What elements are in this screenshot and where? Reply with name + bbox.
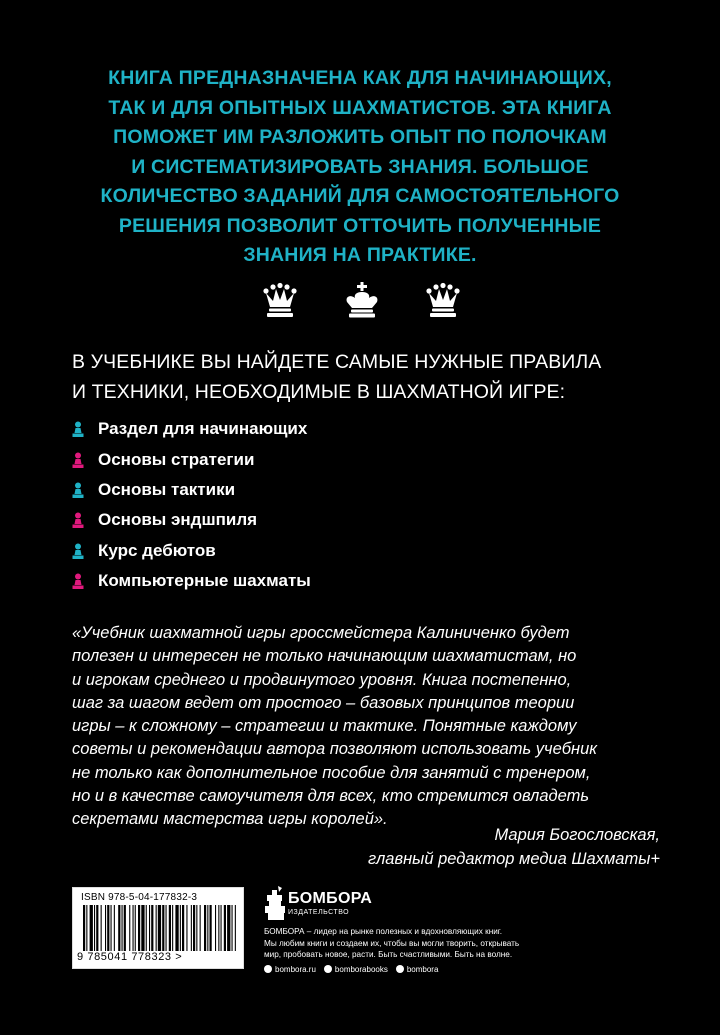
publisher-logo [264, 886, 384, 926]
barcode-stripe [166, 905, 167, 951]
barcode-stripe [101, 905, 102, 951]
publisher-line: Мы любим книги и создаем их, чтобы вы могли творить, открывать [264, 938, 520, 948]
barcode-stripe [151, 905, 153, 951]
barcode-stripe [210, 905, 212, 951]
barcode-stripe [90, 905, 93, 951]
feature-label: Основы тактики [98, 479, 236, 499]
list-item [72, 536, 572, 566]
king-icon [344, 282, 380, 318]
pawn-icon [72, 421, 84, 437]
social-label: bombora.ru [275, 964, 316, 974]
quote-line: шаг за шагом ведет от простого – базовых принципов теории [72, 693, 575, 712]
intro-text [60, 64, 660, 271]
barcode-stripe [83, 905, 85, 951]
bomb-icon [264, 886, 286, 922]
pawn-icon [72, 482, 84, 498]
list-item [72, 475, 572, 505]
intro-line: РЕШЕНИЯ ПОЗВОЛИТ ОТТОЧИТЬ ПОЛУЧЕННЫЕ [118, 214, 602, 237]
pawn-icon [72, 512, 84, 528]
barcode-stripe [122, 905, 123, 951]
publisher-name: БОМБОРА [288, 890, 373, 907]
barcode-stripe [200, 905, 201, 951]
barcode-stripe [149, 905, 150, 951]
quote-line: не только как дополнительное пособие для занятий с тренером, [72, 763, 591, 782]
quote-line: полезен и интересен не только начинающим шахматистам, но [72, 647, 577, 666]
pawn-icon [72, 452, 84, 468]
instagram-icon [264, 965, 272, 973]
quote-line: но и в качестве самоучителя для всех, кто стремится овладеть [72, 787, 590, 806]
intro-line: ПОМОЖЕТ ИМ РАЗЛОЖИТЬ ОПЫТ ПО ПОЛОЧКАМ [113, 126, 607, 148]
barcode-stripe [96, 905, 98, 951]
barcode-stripe [107, 905, 109, 951]
barcode-stripe [196, 905, 197, 951]
barcode-stripe [111, 905, 112, 951]
list-item [72, 505, 572, 535]
telegram-icon [396, 965, 404, 973]
feature-label: Компьютерные шахматы [98, 571, 311, 591]
list-item [72, 566, 572, 596]
barcode-stripe [218, 905, 219, 951]
barcode-stripe [204, 905, 206, 951]
vk-icon [324, 965, 332, 973]
barcode-stripe [193, 905, 195, 951]
quote-author-role: главный редактор медиа Шахматы+ [368, 850, 660, 868]
intro-line: И СИСТЕМАТИЗИРОВАТЬ ЗНАНИЯ. БОЛЬШОЕ [131, 155, 589, 178]
features-heading [72, 348, 672, 407]
barcode-stripe [105, 905, 106, 951]
social-label: bomborabooks [334, 964, 388, 974]
chess-pieces-row [0, 282, 720, 322]
barcode-stripe [158, 905, 161, 951]
barcode-stripe [169, 905, 171, 951]
barcode-stripe [141, 905, 144, 951]
intro-line: ТАК И ДЛЯ ОПЫТНЫХ ШАХМАТИСТОВ. ЭТА КНИГА [108, 96, 612, 119]
pawn-icon [72, 543, 84, 559]
quote-line: игры – к сложному – стратегии и тактике. Понятные каждому [72, 717, 577, 736]
intro-line: КОЛИЧЕСТВО ЗАДАНИЙ ДЛЯ САМОСТОЯТЕЛЬНОГО [100, 185, 620, 207]
review-quote [72, 622, 672, 832]
barcode-stripe [156, 905, 157, 951]
social-label: bombora [406, 964, 439, 974]
barcode-bars [81, 905, 237, 951]
barcode [72, 887, 244, 969]
isbn-label: ISBN 978-5-04-177832-3 [81, 892, 198, 903]
quote-line: секретами мастерства игры королей». [72, 810, 388, 829]
barcode-stripe [224, 905, 226, 951]
feature-label: Раздел для начинающих [98, 419, 308, 439]
barcode-stripe [118, 905, 120, 951]
barcode-stripe [180, 905, 181, 951]
barcode-stripe [191, 905, 192, 951]
barcode-stripe [135, 905, 136, 951]
features-list [72, 414, 572, 596]
quote-author-name: Мария Богословская, [494, 826, 660, 844]
barcode-stripe [124, 905, 126, 951]
barcode-stripe [182, 905, 184, 951]
heading-line: И ТЕХНИКИ, НЕОБХОДИМЫЕ В ШАХМАТНОЙ ИГРЕ: [72, 380, 566, 403]
list-item [72, 444, 572, 474]
barcode-stripe [172, 905, 173, 951]
feature-label: Основы эндшпиля [98, 510, 258, 530]
barcode-stripe [221, 905, 222, 951]
heading-line: В УЧЕБНИКЕ ВЫ НАЙДЕТЕ САМЫЕ НУЖНЫЕ ПРАВИЛА [72, 351, 602, 373]
barcode-stripe [232, 905, 233, 951]
pawn-icon [72, 573, 84, 589]
barcode-stripe [175, 905, 178, 951]
queen-icon [262, 282, 298, 318]
barcode-stripe [138, 905, 140, 951]
barcode-stripe [186, 905, 187, 951]
social-link[interactable] [264, 965, 316, 974]
feature-label: Курс дебютов [98, 540, 216, 560]
barcode-stripe [114, 905, 115, 951]
barcode-stripe [146, 905, 147, 951]
intro-line: КНИГА ПРЕДНАЗНАЧЕНА КАК ДЛЯ НАЧИНАЮЩИХ, [108, 67, 612, 89]
barcode-stripe [129, 905, 130, 951]
intro-line: ЗНАНИЯ НА ПРАКТИКЕ. [243, 244, 477, 266]
barcode-stripe [215, 905, 216, 951]
feature-label: Основы стратегии [98, 449, 255, 469]
quote-line: советы и рекомендации автора позволяют использовать учебник [72, 740, 598, 759]
social-link[interactable] [324, 965, 388, 974]
barcode-stripe [86, 905, 87, 951]
barcode-stripe [227, 905, 230, 951]
barcode-stripe [133, 905, 134, 951]
barcode-stripe [94, 905, 95, 951]
queen-icon [425, 282, 461, 318]
publisher-line: БОМБОРА – лидер на рынке полезных и вдохновляющих книг. [264, 927, 503, 936]
publisher-line: мир, пробовать новое, расти. Быть счастливыми. Быть на волне. [264, 950, 513, 960]
quote-line: «Учебник шахматной игры гроссмейстера Калиниченко будет [72, 624, 570, 642]
publisher-text [264, 926, 684, 961]
quote-line: и игрокам среднего и продвинутого уровня. Книга постепенно, [72, 670, 572, 689]
barcode-stripe [235, 905, 236, 951]
publisher-sub: ИЗДАТЕЛЬСТВО [288, 909, 350, 916]
barcode-digits: 9 785041 778323 > [77, 951, 183, 963]
social-link[interactable] [396, 965, 439, 974]
social-links [264, 963, 446, 975]
list-item [72, 414, 572, 444]
barcode-stripe [207, 905, 208, 951]
barcode-stripe [162, 905, 164, 951]
